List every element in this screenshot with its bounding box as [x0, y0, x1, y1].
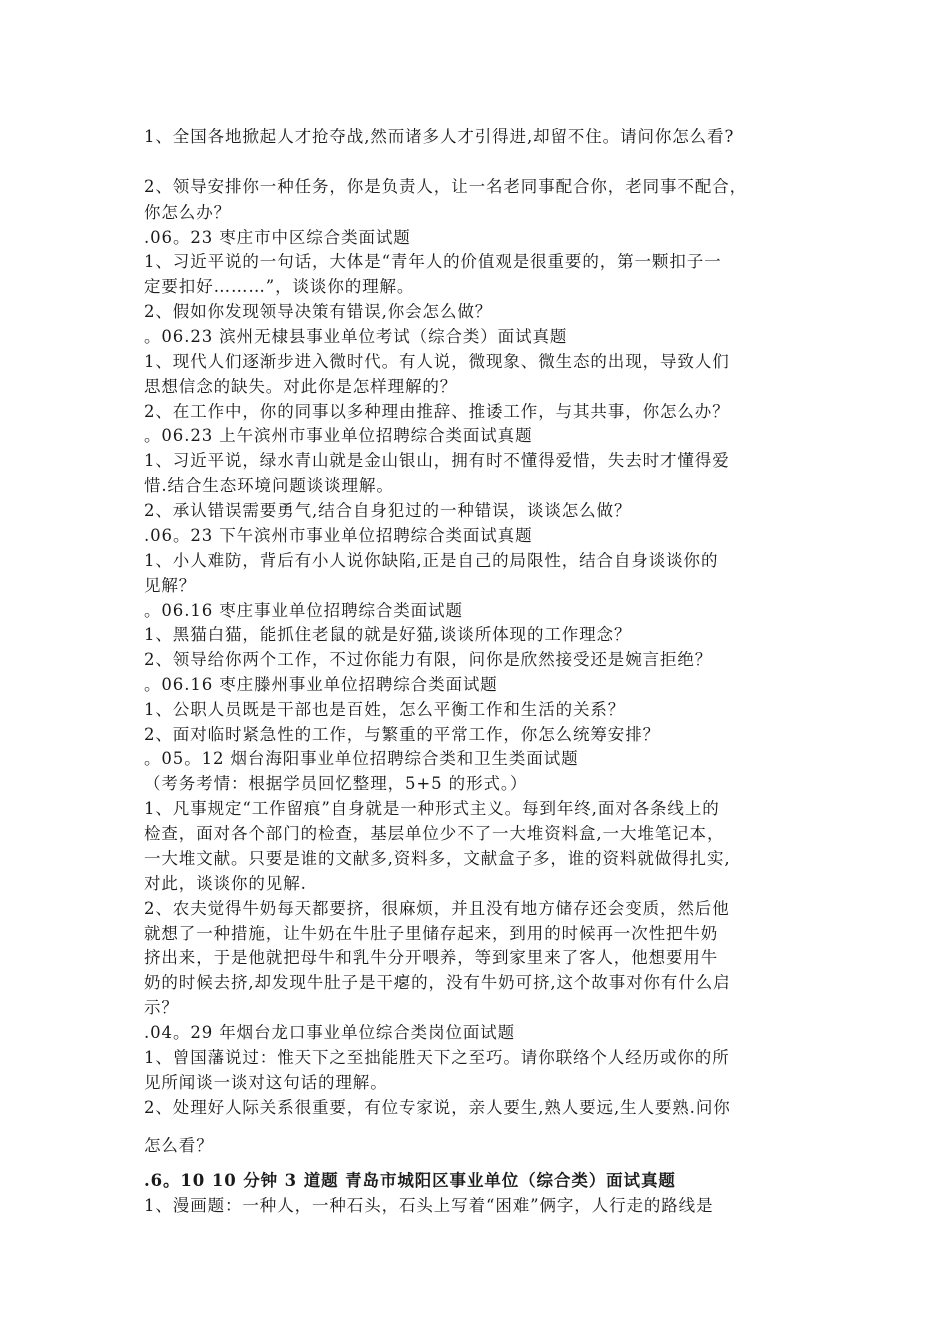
text-line: 1、习近平说的一句话，大体是“青年人的价值观是很重要的，第一颗扣子一 [144, 252, 722, 271]
text-line: 2、面对临时紧急性的工作，与繁重的平常工作，你怎么统筹安排？ [144, 725, 660, 744]
text-line: 定要扣好………”，谈谈你的理解。 [144, 277, 415, 296]
text-line: 对此，谈谈你的见解. [144, 874, 307, 893]
text-line: 1、凡事规定“工作留痕”自身就是一种形式主义。每到年终,面对各条线上的 [144, 799, 720, 818]
text-line: 1、漫画题：一种人，一种石头，石头上写着“困难”俩字，人行走的路线是 [144, 1196, 714, 1215]
text-line: 1、全国各地掀起人才抢夺战,然而诸多人才引得进,却留不住。请问你怎么看? [144, 127, 735, 146]
text-line: 1、黑猫白猫，能抓住老鼠的就是好猫,谈谈所体现的工作理念？ [144, 625, 632, 644]
text-line: 1、小人难防，背后有小人说你缺陷,正是自己的局限性，结合自身谈谈你的 [144, 551, 719, 570]
section-heading: 。06.23 上午滨州市事业单位招聘综合类面试真题 [144, 426, 533, 445]
text-line: 1、曾国藩说过：惟天下之至拙能胜天下之至巧。请你联络个人经历或你的所 [144, 1048, 730, 1067]
section-heading: 。05。12 烟台海阳事业单位招聘综合类和卫生类面试题 [144, 749, 579, 768]
text-line: 就想了一种措施，让牛奶在牛肚子里储存起来，到用的时候再一次性把牛奶 [144, 924, 719, 943]
text-line: 见所闻谈一谈对这句话的理解。 [144, 1073, 388, 1092]
text-line: 惜.结合生态环境问题谈谈理解。 [144, 476, 394, 495]
text-line: 1、现代人们逐渐步进入微时代。有人说，微现象、微生态的出现，导致人们 [144, 352, 730, 371]
text-line: 你怎么办？ [144, 203, 231, 222]
text-line: 2、处理好人际关系很重要，有位专家说，亲人要生,熟人要远,生人要熟.问你 [144, 1098, 731, 1117]
text-line: 挤出来，于是他就把母牛和乳牛分开喂养，等到家里来了客人，他想要用牛 [144, 948, 719, 967]
text-line: 思想信念的缺失。对此你是怎样理解的？ [144, 377, 458, 396]
text-line: 见解？ [144, 576, 197, 595]
text-line: 2、领导给你两个工作，不过你能力有限，问你是欣然接受还是婉言拒绝？ [144, 650, 713, 669]
text-line: 示？ [144, 998, 179, 1017]
text-line: 2、承认错误需要勇气,结合自身犯过的一种错误，谈谈怎么做？ [144, 501, 632, 520]
section-heading: 。06.23 滨州无棣县事业单位考试（综合类）面试真题 [144, 327, 568, 346]
section-heading: .6。10 10 分钟 3 道题 青岛市城阳区事业单位（综合类）面试真题 [144, 1171, 676, 1190]
text-line: 2、领导安排你一种任务，你是负责人，让一名老同事配合你，老同事不配合， [144, 177, 747, 196]
section-heading: .06。23 下午滨州市事业单位招聘综合类面试真题 [144, 526, 533, 545]
text-line: 1、习近平说，绿水青山就是金山银山，拥有时不懂得爱惜，失去时才懂得爱 [144, 451, 730, 470]
section-heading: 。06.16 枣庄滕州事业单位招聘综合类面试题 [144, 675, 498, 694]
text-line: （考务考情：根据学员回忆整理，5+5 的形式。） [144, 774, 528, 793]
text-line: 2、在工作中，你的同事以多种理由推辞、推诿工作，与其共事，你怎么办？ [144, 402, 730, 421]
section-heading: .06。23 枣庄市中区综合类面试题 [144, 228, 411, 247]
text-line: 奶的时候去挤,却发现牛肚子是干瘪的，没有牛奶可挤,这个故事对你有什么启 [144, 973, 731, 992]
text-line: 怎么看？ [144, 1136, 214, 1155]
text-line: 一大堆文献。只要是谁的文献多,资料多，文献盒子多，谁的资料就做得扎实, [144, 849, 731, 868]
text-line: 2、农夫觉得牛奶每天都要挤，很麻烦，并且没有地方储存还会变质，然后他 [144, 899, 730, 918]
text-line: 检查，面对各个部门的检查，基层单位少不了一大堆资料盒,一大堆笔记本， [144, 824, 725, 843]
text-line: 1、公职人员既是干部也是百姓，怎么平衡工作和生活的关系？ [144, 700, 626, 719]
section-heading: .04。29 年烟台龙口事业单位综合类岗位面试题 [144, 1023, 516, 1042]
text-line: 2、假如你发现领导决策有错误,你会怎么做？ [144, 302, 493, 321]
section-heading: 。06.16 枣庄事业单位招聘综合类面试题 [144, 601, 463, 620]
